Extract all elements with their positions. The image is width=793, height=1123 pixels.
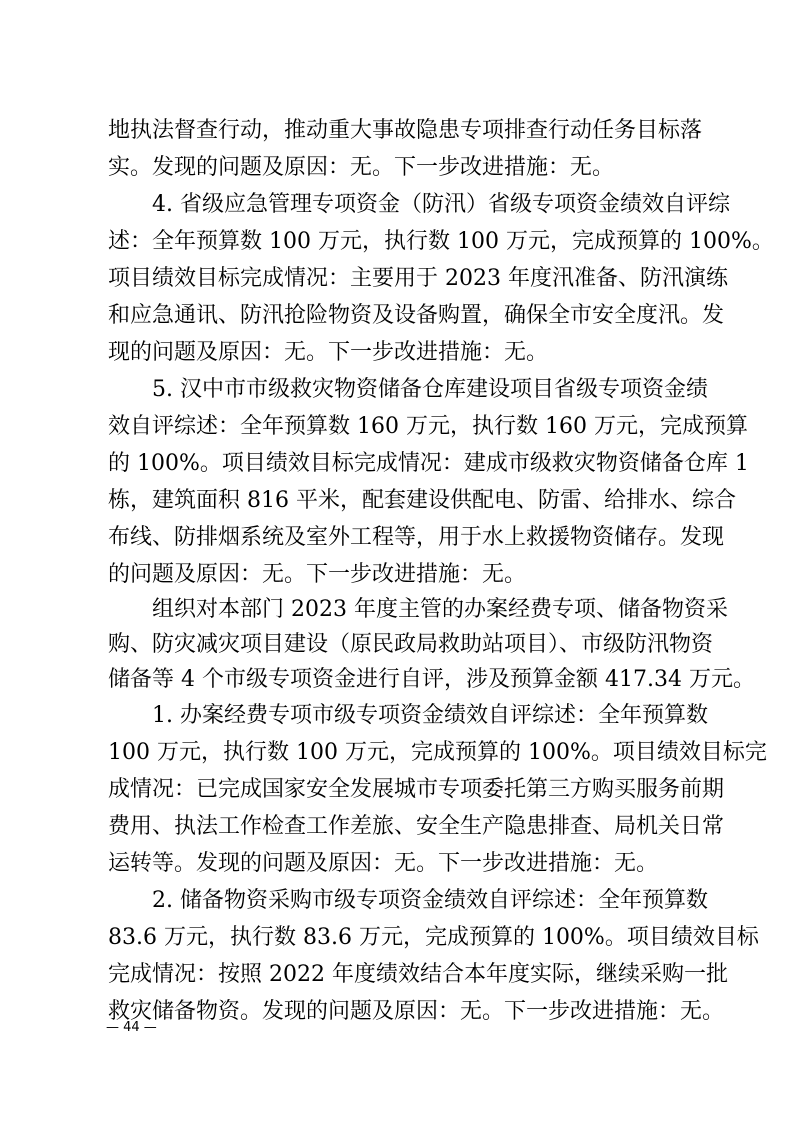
text-line: 5. 汉中市市级救灾物资储备仓库建设项目省级专项资金绩 [152, 377, 708, 402]
text-line: 100 万元，执行数 100 万元，完成预算的 100%。项目绩效目标完 [108, 740, 767, 765]
text-line: 的 100%。项目绩效目标完成情况：建成市级救灾物资储备仓库 1 [108, 451, 749, 476]
text-line: 实。发现的问题及原因：无。下一步改进措施：无。 [108, 155, 615, 180]
text-line: 现的问题及原因：无。下一步改进措施：无。 [108, 340, 549, 365]
text-line: 效自评综述：全年预算数 160 万元，执行数 160 万元，完成预算 [108, 414, 748, 439]
text-line: 83.6 万元，执行数 83.6 万元，完成预算的 100%。项目绩效目标 [108, 925, 759, 950]
text-line: 1. 办案经费专项市级专项资金绩效自评综述：全年预算数 [152, 703, 708, 728]
text-line: 组织对本部门 2023 年度主管的办案经费专项、储备物资采 [152, 597, 728, 622]
text-line: 项目绩效目标完成情况：主要用于 2023 年度汛准备、防汛演练 [108, 266, 728, 291]
text-line: 栋，建筑面积 816 平米，配套建设供配电、防雷、给排水、综合 [108, 488, 736, 513]
text-line: 完成情况：按照 2022 年度绩效结合本年度实际，继续采购一批 [108, 962, 728, 987]
text-line: 地执法督查行动，推动重大事故隐患专项排查行动任务目标落 [108, 118, 703, 143]
text-line: 运转等。发现的问题及原因：无。下一步改进措施：无。 [108, 851, 659, 876]
text-line: 和应急通讯、防汛抢险物资及设备购置，确保全市安全度汛。发 [108, 303, 725, 328]
text-line: 布线、防排烟系统及室外工程等，用于水上救援物资储存。发现 [108, 525, 725, 550]
page-number: — 44 — [106, 1020, 157, 1035]
text-line: 储备等 4 个市级专项资金进行自评，涉及预算金额 417.34 万元。 [108, 667, 755, 692]
text-line: 4. 省级应急管理专项资金（防汛）省级专项资金绩效自评综 [152, 192, 730, 217]
text-line: 费用、执法工作检查工作差旅、安全生产隐患排查、局机关日常 [108, 814, 725, 839]
text-line: 成情况：已完成国家安全发展城市专项委托第三方购买服务前期 [108, 777, 725, 802]
text-line: 述：全年预算数 100 万元，执行数 100 万元，完成预算的 100%。 [108, 229, 774, 254]
text-line: 购、防灾减灾项目建设（原民政局救助站项目）、市级防汛物资 [108, 632, 714, 657]
text-line: 救灾储备物资。发现的问题及原因：无。下一步改进措施：无。 [108, 999, 725, 1024]
text-line: 的问题及原因：无。下一步改进措施：无。 [108, 562, 527, 587]
text-line: 2. 储备物资采购市级专项资金绩效自评综述：全年预算数 [152, 888, 708, 913]
